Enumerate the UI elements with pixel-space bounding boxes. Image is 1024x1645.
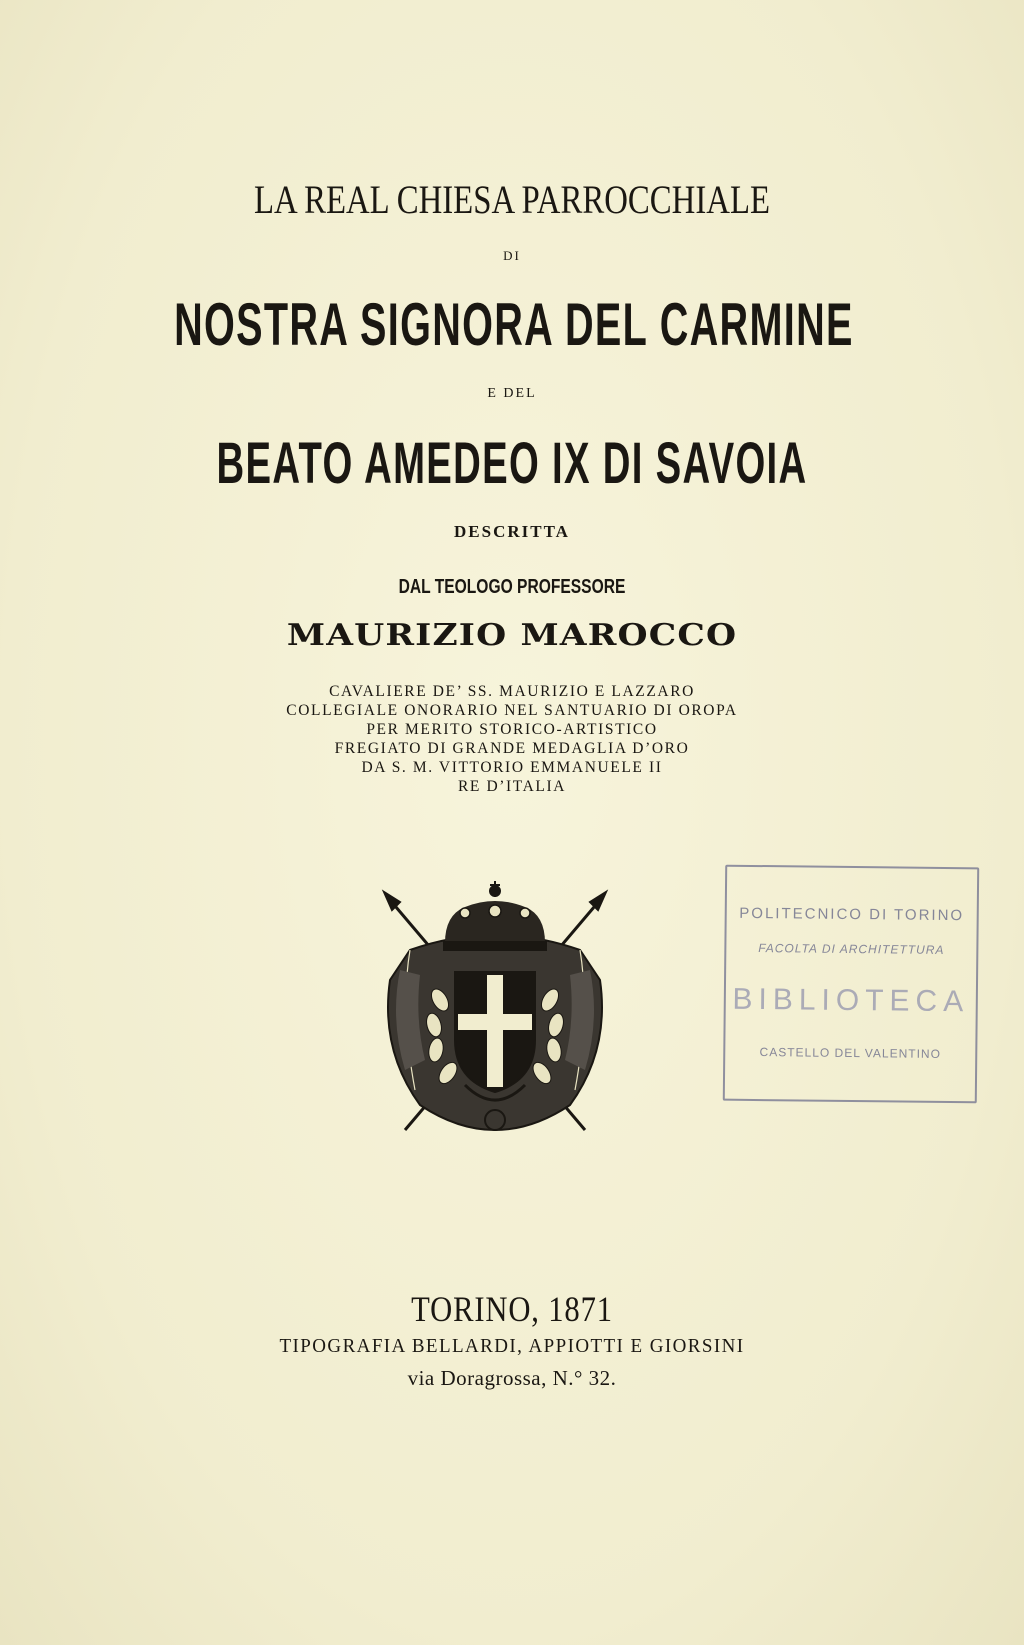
- title-line-3: BEATO AMEDEO IX DI SAVOIA: [216, 431, 808, 496]
- title-line-2: NOSTRA SIGNORA DEL CARMINE: [174, 291, 854, 358]
- imprint-address: via Doragrossa, N.° 32.: [407, 1366, 617, 1390]
- savoy-coat-of-arms-icon: [370, 880, 620, 1150]
- stamp-line: CASTELLO DEL VALENTINO: [759, 1045, 942, 1061]
- library-stamp: [723, 865, 979, 1104]
- descritta-label: DESCRITTA: [454, 522, 570, 541]
- stamp-line: BIBLIOTECA: [732, 982, 970, 1019]
- author-credit: RE D’ITALIA: [457, 778, 567, 795]
- stamp-line: FACOLTA DI ARCHITETTURA: [758, 941, 945, 957]
- title-connector-e-del: E DEL: [487, 386, 537, 401]
- author-credit: PER MERITO STORICO-ARTISTICO: [366, 721, 658, 738]
- stamp-line: POLITECNICO DI TORINO: [739, 904, 965, 925]
- imprint-printer: TIPOGRAFIA BELLARDI, APPIOTTI E GIORSINI: [279, 1335, 745, 1357]
- imprint-city-year: TORINO, 1871: [411, 1289, 613, 1329]
- title-connector-di: DI: [503, 248, 521, 263]
- author-credit: CAVALIERE DE’ SS. MAURIZIO E LAZZARO: [329, 683, 695, 700]
- author-name: MAURIZIO MAROCCO: [286, 618, 738, 653]
- author-intro: DAL TEOLOGO PROFESSORE: [398, 576, 626, 598]
- author-credit: DA S. M. VITTORIO EMMANUELE II: [361, 759, 663, 776]
- title-line-1: LA REAL CHIESA PARROCCHIALE: [253, 177, 771, 222]
- author-credit: COLLEGIALE ONORARIO NEL SANTUARIO DI OROPA: [286, 702, 738, 719]
- author-credit: FREGIATO DI GRANDE MEDAGLIA D’ORO: [334, 740, 690, 757]
